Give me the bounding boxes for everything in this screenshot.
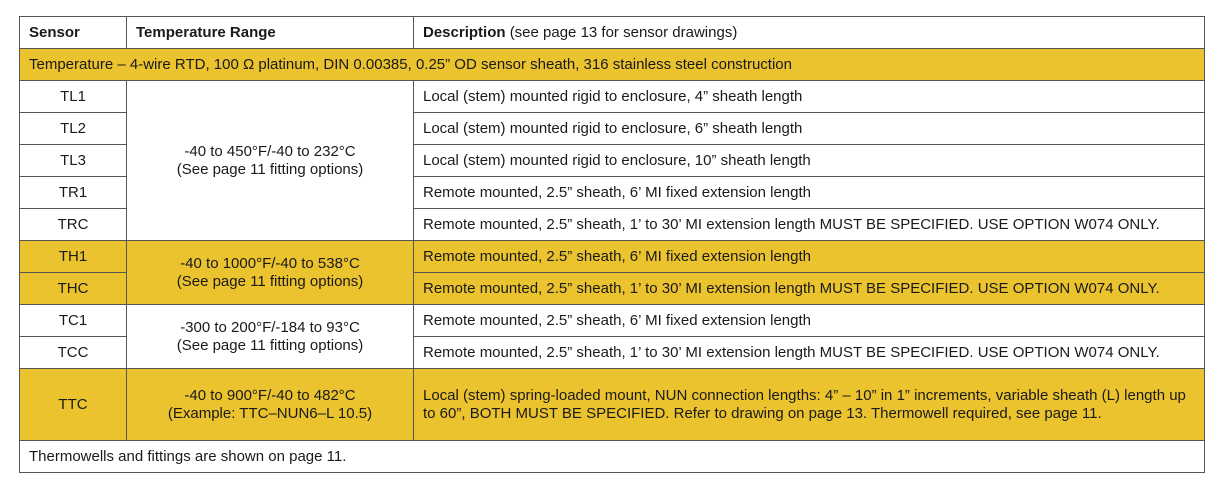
sensor-code: TC1: [20, 305, 127, 337]
sensor-code: TRC: [20, 209, 127, 241]
sensor-spec-table: [19, 16, 1205, 473]
range-value: -40 to 450°F/-40 to 232°C: [184, 142, 356, 160]
sensor-description: Remote mounted, 2.5” sheath, 6’ MI fixed extension length: [414, 305, 1205, 337]
temperature-range-cell: [127, 81, 414, 241]
header-description-note: (see page 13 for sensor drawings): [509, 23, 738, 41]
footer-note: Thermowells and fittings are shown on page 11.: [20, 441, 1205, 473]
sensor-description: Local (stem) spring-loaded mount, NUN connection lengths: 4” – 10” in 1” increments, variable sheath (L) length up to 60”, BOTH MUST BE SPECIFIED. Refer to drawing on page 13. Thermowell required, see page 11.: [414, 369, 1205, 441]
sensor-description: Remote mounted, 2.5” sheath, 6’ MI fixed extension length: [414, 241, 1205, 273]
sensor-code: TL2: [20, 113, 127, 145]
temperature-range-cell: [127, 305, 414, 369]
sensor-code: TL1: [20, 81, 127, 113]
sensor-description: Remote mounted, 2.5” sheath, 1’ to 30’ MI extension length MUST BE SPECIFIED. USE OPTION W074 ONLY.: [414, 337, 1205, 369]
sensor-code: TCC: [20, 337, 127, 369]
header-temperature-range: Temperature Range: [127, 17, 414, 49]
temperature-range-cell: [127, 241, 414, 305]
footer-row: [20, 441, 1205, 473]
category-band-row: [20, 49, 1205, 81]
sensor-description: Remote mounted, 2.5” sheath, 6’ MI fixed extension length: [414, 177, 1205, 209]
range-value: -40 to 900°F/-40 to 482°C: [184, 386, 356, 404]
sensor-code: TH1: [20, 241, 127, 273]
range-note: (See page 11 fitting options): [176, 272, 364, 290]
range-note: (See page 11 fitting options): [176, 336, 364, 354]
range-value: -300 to 200°F/-184 to 93°C: [180, 318, 360, 336]
range-note: (Example: TTC–NUN6–L 10.5): [167, 404, 373, 422]
header-row: [20, 17, 1205, 49]
sensor-code: TR1: [20, 177, 127, 209]
sensor-code: TTC: [20, 369, 127, 441]
range-note: (See page 11 fitting options): [176, 160, 364, 178]
sensor-description: Remote mounted, 2.5” sheath, 1’ to 30’ MI extension length MUST BE SPECIFIED. USE OPTION W074 ONLY.: [414, 209, 1205, 241]
header-description-label: Description: [423, 23, 506, 41]
table-row: [20, 369, 1205, 441]
sensor-description: Local (stem) mounted rigid to enclosure, 10” sheath length: [414, 145, 1205, 177]
sensor-code: THC: [20, 273, 127, 305]
table-row: [20, 305, 1205, 337]
range-value: -40 to 1000°F/-40 to 538°C: [180, 254, 360, 272]
category-band: Temperature – 4-wire RTD, 100 Ω platinum, DIN 0.00385, 0.25” OD sensor sheath, 316 stainless steel construction: [20, 49, 1205, 81]
table-row: [20, 81, 1205, 113]
header-sensor: Sensor: [20, 17, 127, 49]
sensor-description: Remote mounted, 2.5” sheath, 1’ to 30’ MI extension length MUST BE SPECIFIED. USE OPTION W074 ONLY.: [414, 273, 1205, 305]
header-description: [414, 17, 1205, 49]
temperature-range-cell: [127, 369, 414, 441]
sensor-description: Local (stem) mounted rigid to enclosure, 6” sheath length: [414, 113, 1205, 145]
sensor-description: Local (stem) mounted rigid to enclosure, 4” sheath length: [414, 81, 1205, 113]
table-row: [20, 241, 1205, 273]
sensor-code: TL3: [20, 145, 127, 177]
